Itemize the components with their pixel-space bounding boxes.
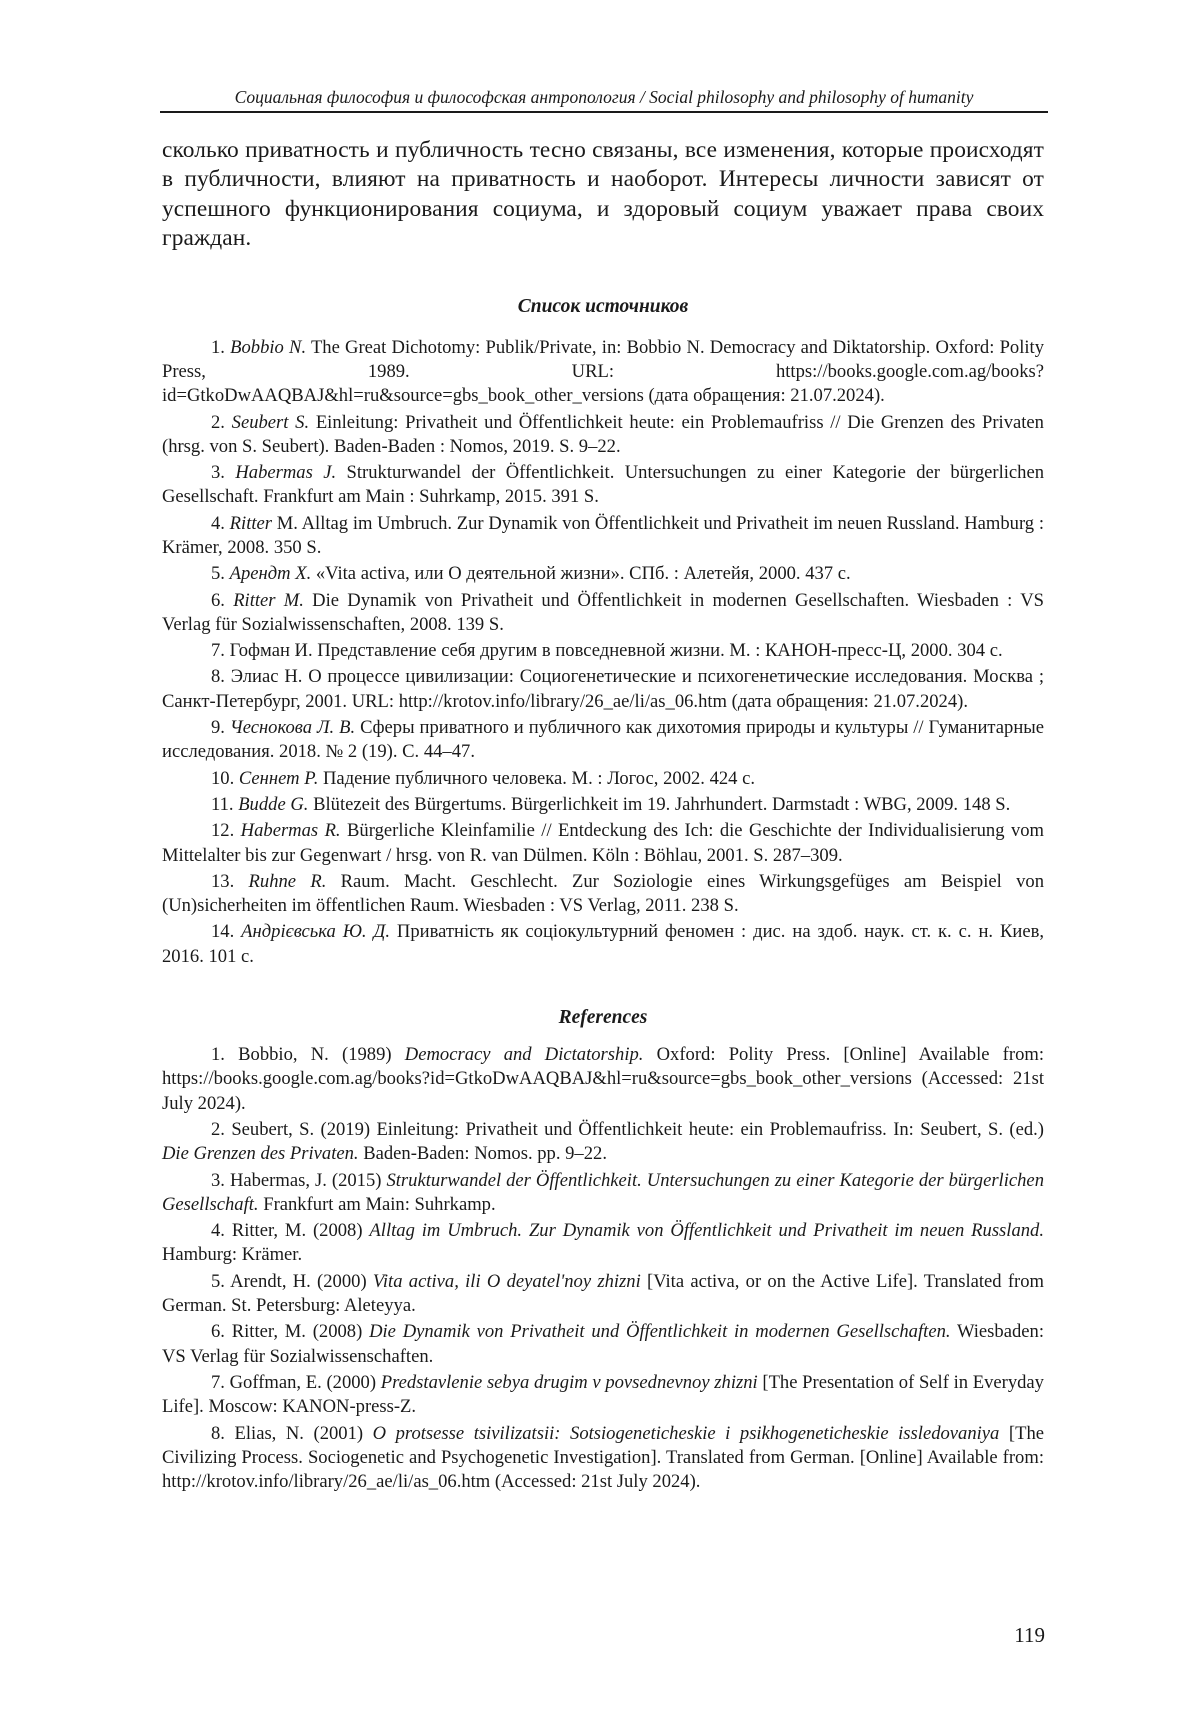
reference-item: 6. Ritter, M. (2008) Die Dynamik von Privatheit und Öffentlichkeit in modernen Gesellschaften. Wiesbaden: VS Verlag für Sozialwissenschaften. — [162, 1321, 1044, 1367]
reference-item: 7. Goffman, E. (2000) Predstavlenie sebya drugim v povsednevnoy zhizni [The Presentation of Self in Everyday Life]. Moscow: KANON-press-Z. — [162, 1371, 1044, 1418]
reference-item: 5. Arendt, H. (2000) Vita activa, ili O deyatel'noy zhizni [Vita activa, or on the Active Life]. Translated from German. St. Petersburg: Aleteyya. — [162, 1270, 1044, 1317]
page-content — [162, 136, 1044, 1496]
reference-item: 1. Bobbio, N. (1989) Democracy and Dictatorship. Oxford: Polity Press. [Online] Available from: https://books.google.com.ag/books?id=GtkoDwAAQBAJ&hl=ru&source=gbs_book_other_versions (Accessed: 21st July 2024). — [162, 1044, 1044, 1114]
body-paragraph: сколько приватность и публичность тесно связаны, все изменения, которые происходят в публичности, влияют на приватность и наоборот. Интересы личности зависят от успешного функционирования социума, и здоровый социум уважает права своих граждан. — [162, 137, 1044, 252]
page-number: 119 — [1014, 1623, 1045, 1647]
source-item: 5. Арендт Х. «Vita activa, или О деятельной жизни». СПб. : Алетейя, 2000. 437 с. — [211, 563, 851, 585]
source-item: 11. Budde G. Blütezeit des Bürgertums. Bürgerlichkeit im 19. Jahrhundert. Darmstadt : WBG, 2009. 148 S. — [211, 793, 1011, 815]
source-item: 6. Ritter M. Die Dynamik von Privatheit und Öffentlichkeit in modernen Gesellschaften. Wiesbaden : VS Verlag für Sozialwissenschaften, 2008. 139 S. — [162, 589, 1044, 635]
reference-item: 2. Seubert, S. (2019) Einleitung: Privatheit und Öffentlichkeit heute: ein Problemaufriss. In: Seubert, S. (ed.) Die Grenzen des Privaten. Baden-Baden: Nomos. pp. 9–22. — [162, 1118, 1044, 1165]
running-header: Социальная философия и философская антропология / Social philosophy and philosophy of humanity — [234, 87, 974, 107]
source-item: 10. Сеннет Р. Падение публичного человека. М. : Логос, 2002. 424 с. — [211, 767, 756, 789]
source-item: 4. Ritter M. Alltag im Umbruch. Zur Dynamik von Öffentlichkeit und Privatheit im neuen Russland. Hamburg : Krämer, 2008. 350 S. — [162, 512, 1044, 558]
reference-item: 8. Elias, N. (2001) O protsesse tsivilizatsii: Sotsiogeneticheskie i psikhogeneticheskie issledovaniya [The Civilizing Process. Sociogenetic and Psychogenetic Investigation]. Translated from German. [Online] Available from: http://krotov.info/library/26_ae/li/as_06.htm (Accessed: 21st July 2024). — [162, 1422, 1045, 1493]
source-item: 2. Seubert S. Einleitung: Privatheit und Öffentlichkeit heute: ein Problemaufriss // Die Grenzen des Privaten (hrsg. von S. Seubert). Baden-Baden : Nomos, 2019. S. 9–22. — [162, 411, 1044, 457]
reference-item: 3. Habermas, J. (2015) Strukturwandel der Öffentlichkeit. Untersuchungen zu einer Kategorie der bürgerlichen Gesellschaft. Frankfurt am Main: Suhrkamp. — [162, 1169, 1044, 1215]
references-list — [162, 1043, 1044, 1494]
source-item: 9. Чеснокова Л. В. Сферы приватного и публичного как дихотомия природы и культуры // Гуманитарные исследования. 2018. № 2 (19). С. 44–47. — [162, 717, 1045, 763]
sources-list — [162, 336, 1044, 969]
source-item: 8. Элиас Н. О процессе цивилизации: Социогенетические и психогенетические исследования. Москва ; Санкт-Петербург, 2001. URL: http://krotov.info/library/26_ae/li/as_06.htm (дата обращения: 21.07.2024). — [162, 666, 1044, 712]
sources-title: Список источников — [517, 295, 689, 317]
references-title: References — [558, 1007, 648, 1029]
reference-item: 4. Ritter, M. (2008) Alltag im Umbruch. Zur Dynamik von Öffentlichkeit und Privatheit im neuen Russland. Hamburg: Krämer. — [162, 1220, 1044, 1266]
source-item: 3. Habermas J. Strukturwandel der Öffentlichkeit. Untersuchungen zu einer Kategorie der bürgerlichen Gesellschaft. Frankfurt am Main : Suhrkamp, 2015. 391 S. — [162, 462, 1044, 508]
source-item: 13. Ruhne R. Raum. Macht. Geschlecht. Zur Soziologie eines Wirkungsgefüges am Beispiel von (Un)sicherheiten im öffentlichen Raum. Wiesbaden : VS Verlag, 2011. 238 S. — [162, 870, 1045, 917]
source-item: 7. Гофман И. Представление себя другим в повседневной жизни. М. : КАНОН-пресс-Ц, 2000. 304 с. — [211, 640, 1003, 662]
header-rule — [160, 111, 1048, 113]
source-item: 14. Андрієвська Ю. Д. Приватність як соціокультурний феномен : дис. на здоб. наук. ст. к. с. н. Киев, 2016. 101 с. — [162, 921, 1045, 967]
source-item: 12. Habermas R. Bürgerliche Kleinfamilie // Entdeckung des Ich: die Geschichte der Individualisierung vom Mittelalter bis zur Gegenwart / hrsg. von R. van Dülmen. Köln : Böhlau, 2001. S. 287–309. — [162, 820, 1044, 866]
source-item: 1. Bobbio N. The Great Dichotomy: Publik/Private, in: Bobbio N. Democracy and Diktatorship. Oxford: Polity Press, 1989. URL: https://books.google.com.ag/books?id=GtkoDwAAQBAJ&hl=ru&source=gbs_book_other_versions (дата обращения: 21.07.2024). — [162, 336, 1044, 407]
